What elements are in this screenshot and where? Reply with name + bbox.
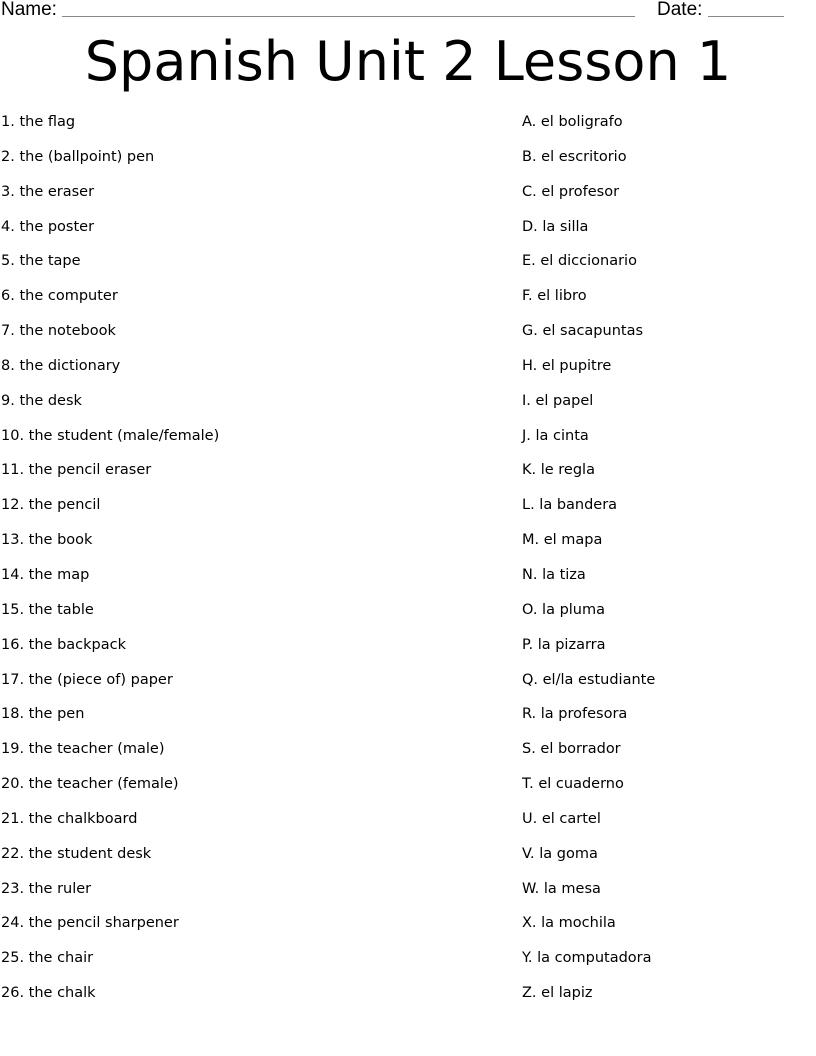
answer-item: X. la mochila bbox=[522, 915, 616, 932]
worksheet-title: Spanish Unit 2 Lesson 1 bbox=[84, 30, 732, 93]
term-item: 23. the ruler bbox=[1, 880, 92, 897]
term-item: 3. the eraser bbox=[1, 183, 95, 200]
answer-item: M. el mapa bbox=[522, 532, 603, 549]
answer-item: S. el borrador bbox=[522, 741, 621, 758]
answer-item: U. el cartel bbox=[522, 810, 601, 827]
term-item: 18. the pen bbox=[1, 706, 85, 723]
term-item: 2. the (ballpoint) pen bbox=[1, 148, 155, 165]
answers-list bbox=[522, 110, 812, 1016]
answer-item: E. el diccionario bbox=[522, 253, 637, 270]
term-item: 5. the tape bbox=[1, 253, 81, 270]
term-item: 17. the (piece of) paper bbox=[1, 671, 173, 688]
answer-item: B. el escritorio bbox=[522, 148, 627, 165]
answer-item: H. el pupitre bbox=[522, 357, 612, 374]
term-item: 24. the pencil sharpener bbox=[1, 915, 179, 932]
answer-item: I. el papel bbox=[522, 392, 594, 409]
term-item: 21. the chalkboard bbox=[1, 810, 138, 827]
date-label: Date: bbox=[657, 0, 703, 20]
answer-item: V. la goma bbox=[522, 845, 598, 862]
term-item: 26. the chalk bbox=[1, 985, 96, 1002]
answer-item: Q. el/la estudiante bbox=[522, 671, 656, 688]
term-item: 25. the chair bbox=[1, 950, 94, 967]
answer-item: O. la pluma bbox=[522, 601, 605, 618]
answer-item: Y. la computadora bbox=[522, 950, 652, 967]
term-item: 20. the teacher (female) bbox=[1, 776, 179, 793]
term-item: 19. the teacher (male) bbox=[1, 741, 165, 758]
terms-list bbox=[1, 110, 481, 1016]
answer-item: P. la pizarra bbox=[522, 636, 606, 653]
answer-item: Z. el lapiz bbox=[522, 985, 593, 1002]
answer-item: W. la mesa bbox=[522, 880, 601, 897]
term-item: 4. the poster bbox=[1, 218, 95, 235]
term-item: 6. the computer bbox=[1, 288, 118, 305]
term-item: 11. the pencil eraser bbox=[1, 462, 152, 479]
term-item: 14. the map bbox=[1, 566, 90, 583]
answer-item: R. la profesora bbox=[522, 706, 628, 723]
worksheet-header bbox=[0, 0, 816, 24]
term-item: 7. the notebook bbox=[1, 323, 116, 340]
term-item: 15. the table bbox=[1, 601, 94, 618]
term-item: 13. the book bbox=[1, 532, 93, 549]
answer-item: F. el libro bbox=[522, 288, 587, 305]
name-label: Name: bbox=[1, 0, 57, 20]
answer-item: L. la bandera bbox=[522, 497, 618, 514]
answer-item: T. el cuaderno bbox=[522, 776, 624, 793]
term-item: 9. the desk bbox=[1, 392, 82, 409]
answer-item: G. el sacapuntas bbox=[522, 323, 644, 340]
term-item: 10. the student (male/female) bbox=[1, 427, 220, 444]
name-blank-line bbox=[62, 16, 635, 17]
answer-item: J. la cinta bbox=[522, 427, 589, 444]
term-item: 22. the student desk bbox=[1, 845, 152, 862]
term-item: 16. the backpack bbox=[1, 636, 126, 653]
answer-item: A. el boligrafo bbox=[522, 114, 623, 130]
date-blank-line bbox=[708, 16, 784, 17]
term-item: 8. the dictionary bbox=[1, 357, 121, 374]
answer-item: N. la tiza bbox=[522, 566, 586, 583]
term-item: 12. the pencil bbox=[1, 497, 101, 514]
answer-item: C. el profesor bbox=[522, 183, 620, 200]
answer-item: D. la silla bbox=[522, 218, 589, 235]
answer-item: K. le regla bbox=[522, 462, 595, 479]
term-item: 1. the flag bbox=[1, 114, 76, 130]
